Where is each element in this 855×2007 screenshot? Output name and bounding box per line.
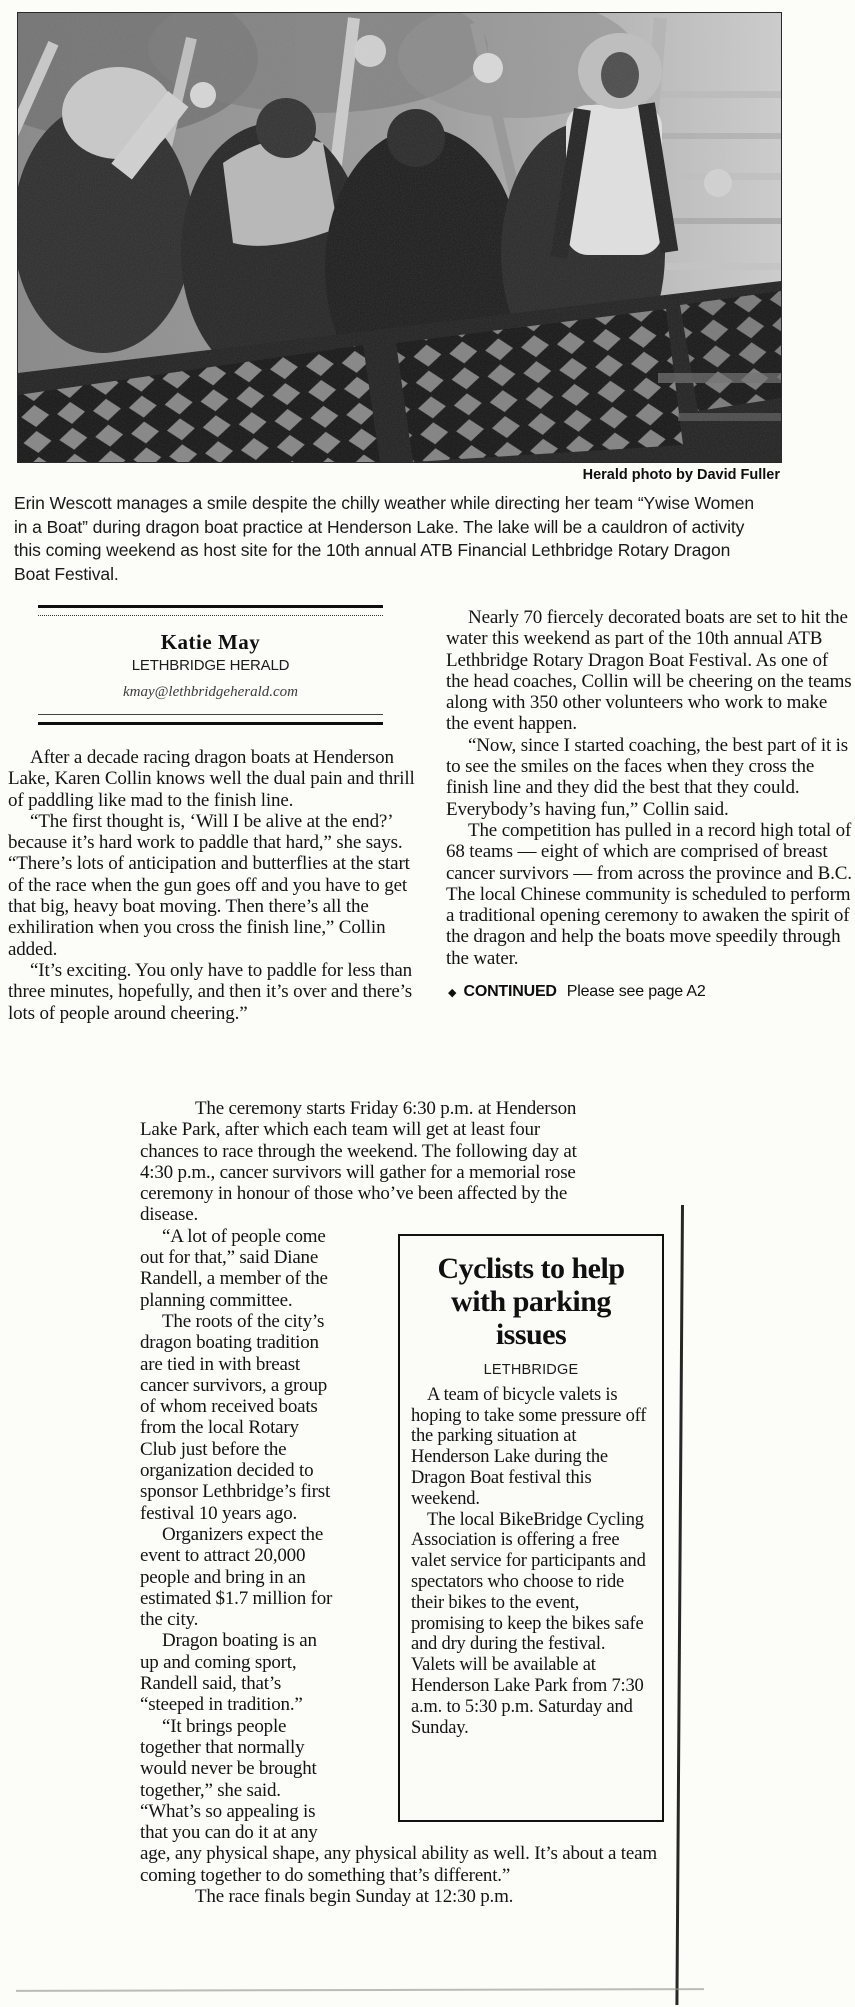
paragraph: A team of bicycle valets is hoping to take some pressure off the parking situation at Henderson Lake during the Dragon Boat festival this weekend.: [411, 1384, 647, 1509]
continued-line: [446, 983, 852, 1001]
paragraph: The competition has pulled in a record high total of 68 teams — eight of which are comprised of breast cancer survivors — from across the province and B.C. The local Chinese community is scheduled to perform a traditional opening ceremony to awaken the spirit of the dragon and help the boats move speedily through the water.: [446, 819, 852, 969]
dragon-boat-photo: [17, 12, 782, 463]
paragraph: “A lot of people come out for that,” said Diane Randell, a member of the planning committee.: [140, 1225, 328, 1311]
continued-label: CONTINUED: [463, 983, 557, 1001]
article-columns: [8, 598, 852, 1024]
paragraph: The roots of the city’s dragon boating tradition are tied in with breast cancer survivors, a group of whom received boats from the local Rotary Club just before the organization decided to sponsor Lethbridge’s first festival 10 years ago.: [140, 1310, 331, 1524]
paragraph: The race finals begin Sunday at 12:30 p.m.: [195, 1885, 514, 1907]
mid-section: [140, 1098, 664, 1907]
byline-organization: LETHBRIDGE HERALD: [131, 657, 290, 674]
article-left-column: [8, 598, 423, 1024]
byline-bottom-rule: [38, 714, 383, 725]
continued-note: Please see page A2: [566, 983, 706, 1001]
sidebar-box: [398, 1234, 664, 1822]
photo-caption: Erin Wescott manages a smile despite the chilly weather while directing her team “Ywise Women in a Boat” during dragon boat practice at Henderson Lake. The lake will be a cauldron of activity this coming weekend as host site for the 10th annual ATB Financial Lethbridge Rotary Dragon Boat Festival.: [14, 493, 754, 584]
left-column-copy: [8, 747, 423, 1024]
paragraph: Nearly 70 fiercely decorated boats are set to hit the water this weekend as part of the 10th annual ATB Lethbridge Rotary Dragon Boat Festival. As one of the head coaches, Collin will be cheering on the teams along with 350 other volunteers who work to make the event happen.: [446, 607, 852, 735]
paragraph: Dragon boating is an up and coming sport, Randell said, that’s “steeped in tradition.”: [140, 1630, 317, 1716]
paragraph: The ceremony starts Friday 6:30 p.m. at Henderson Lake Park, after which each team will get at least four chances to race through the weekend. The following day at 4:30 p.m., cancer survivors will gather for a memorial rose ceremony in honour of those who’ve been affected by the disease.: [140, 1098, 577, 1226]
bottom-scan-rule: [16, 1988, 704, 1992]
dragon-boat-photo-illustration: [18, 13, 781, 462]
article-right-column: [446, 598, 852, 1024]
byline-box: [38, 605, 383, 725]
paragraph: “It brings people together that normally would never be brought together,” she said. “What’s so appealing is that you can do it at any age, any physical shape, any physical ability as well. It’s about a team coming together to do something that’s different.”: [140, 1715, 657, 1886]
paragraph: After a decade racing dragon boats at Henderson Lake, Karen Collin knows well the dual pain and thrill of paddling like mad to the finish line.: [8, 747, 415, 811]
sidebar-headline: Cyclists to help with parking issues: [437, 1251, 625, 1351]
continued-diamond-icon: ◆: [448, 987, 457, 1000]
byline-email: kmay@lethbridgeherald.com: [122, 684, 298, 700]
byline-author: Katie May: [160, 630, 261, 654]
paragraph: The local BikeBridge Cycling Association is offering a free valet service for participants and spectators who choose to ride their bikes to the event, promising to keep the bikes safe and dry during the festival. Valets will be available at Henderson Lake Park from 7:30 a.m. to 5:30 p.m. Saturday and Sunday.: [411, 1509, 646, 1738]
byline-top-rule: [38, 605, 383, 616]
photo-credit: Herald photo by David Fuller: [582, 467, 780, 483]
paragraph: “Now, since I started coaching, the best part of it is to see the smiles on the faces when they cross the finish line and they did the best that they could. Everybody’s having fun,” Collin said.: [446, 734, 849, 820]
column-divider-rule: [675, 1205, 684, 2005]
paragraph: “The first thought is, ‘Will I be alive at the end?’ because it’s hard work to paddle that hard,” she says. “There’s lots of anticipation and butterflies at the start of the race when the gun goes off and you have to get that big, heavy boat moving. Then there’s all the exhiliration when you cross the finish line,” Collin added.: [8, 810, 410, 960]
sidebar-dateline: LETHBRIDGE: [483, 1361, 579, 1378]
paragraph: Organizers expect the event to attract 20,000 people and bring in an estimated $1.7 million for the city.: [140, 1523, 333, 1631]
paragraph: “It’s exciting. You only have to paddle for less than three minutes, hopefully, and then it’s over and there’s lots of people around cheering.”: [8, 959, 413, 1024]
